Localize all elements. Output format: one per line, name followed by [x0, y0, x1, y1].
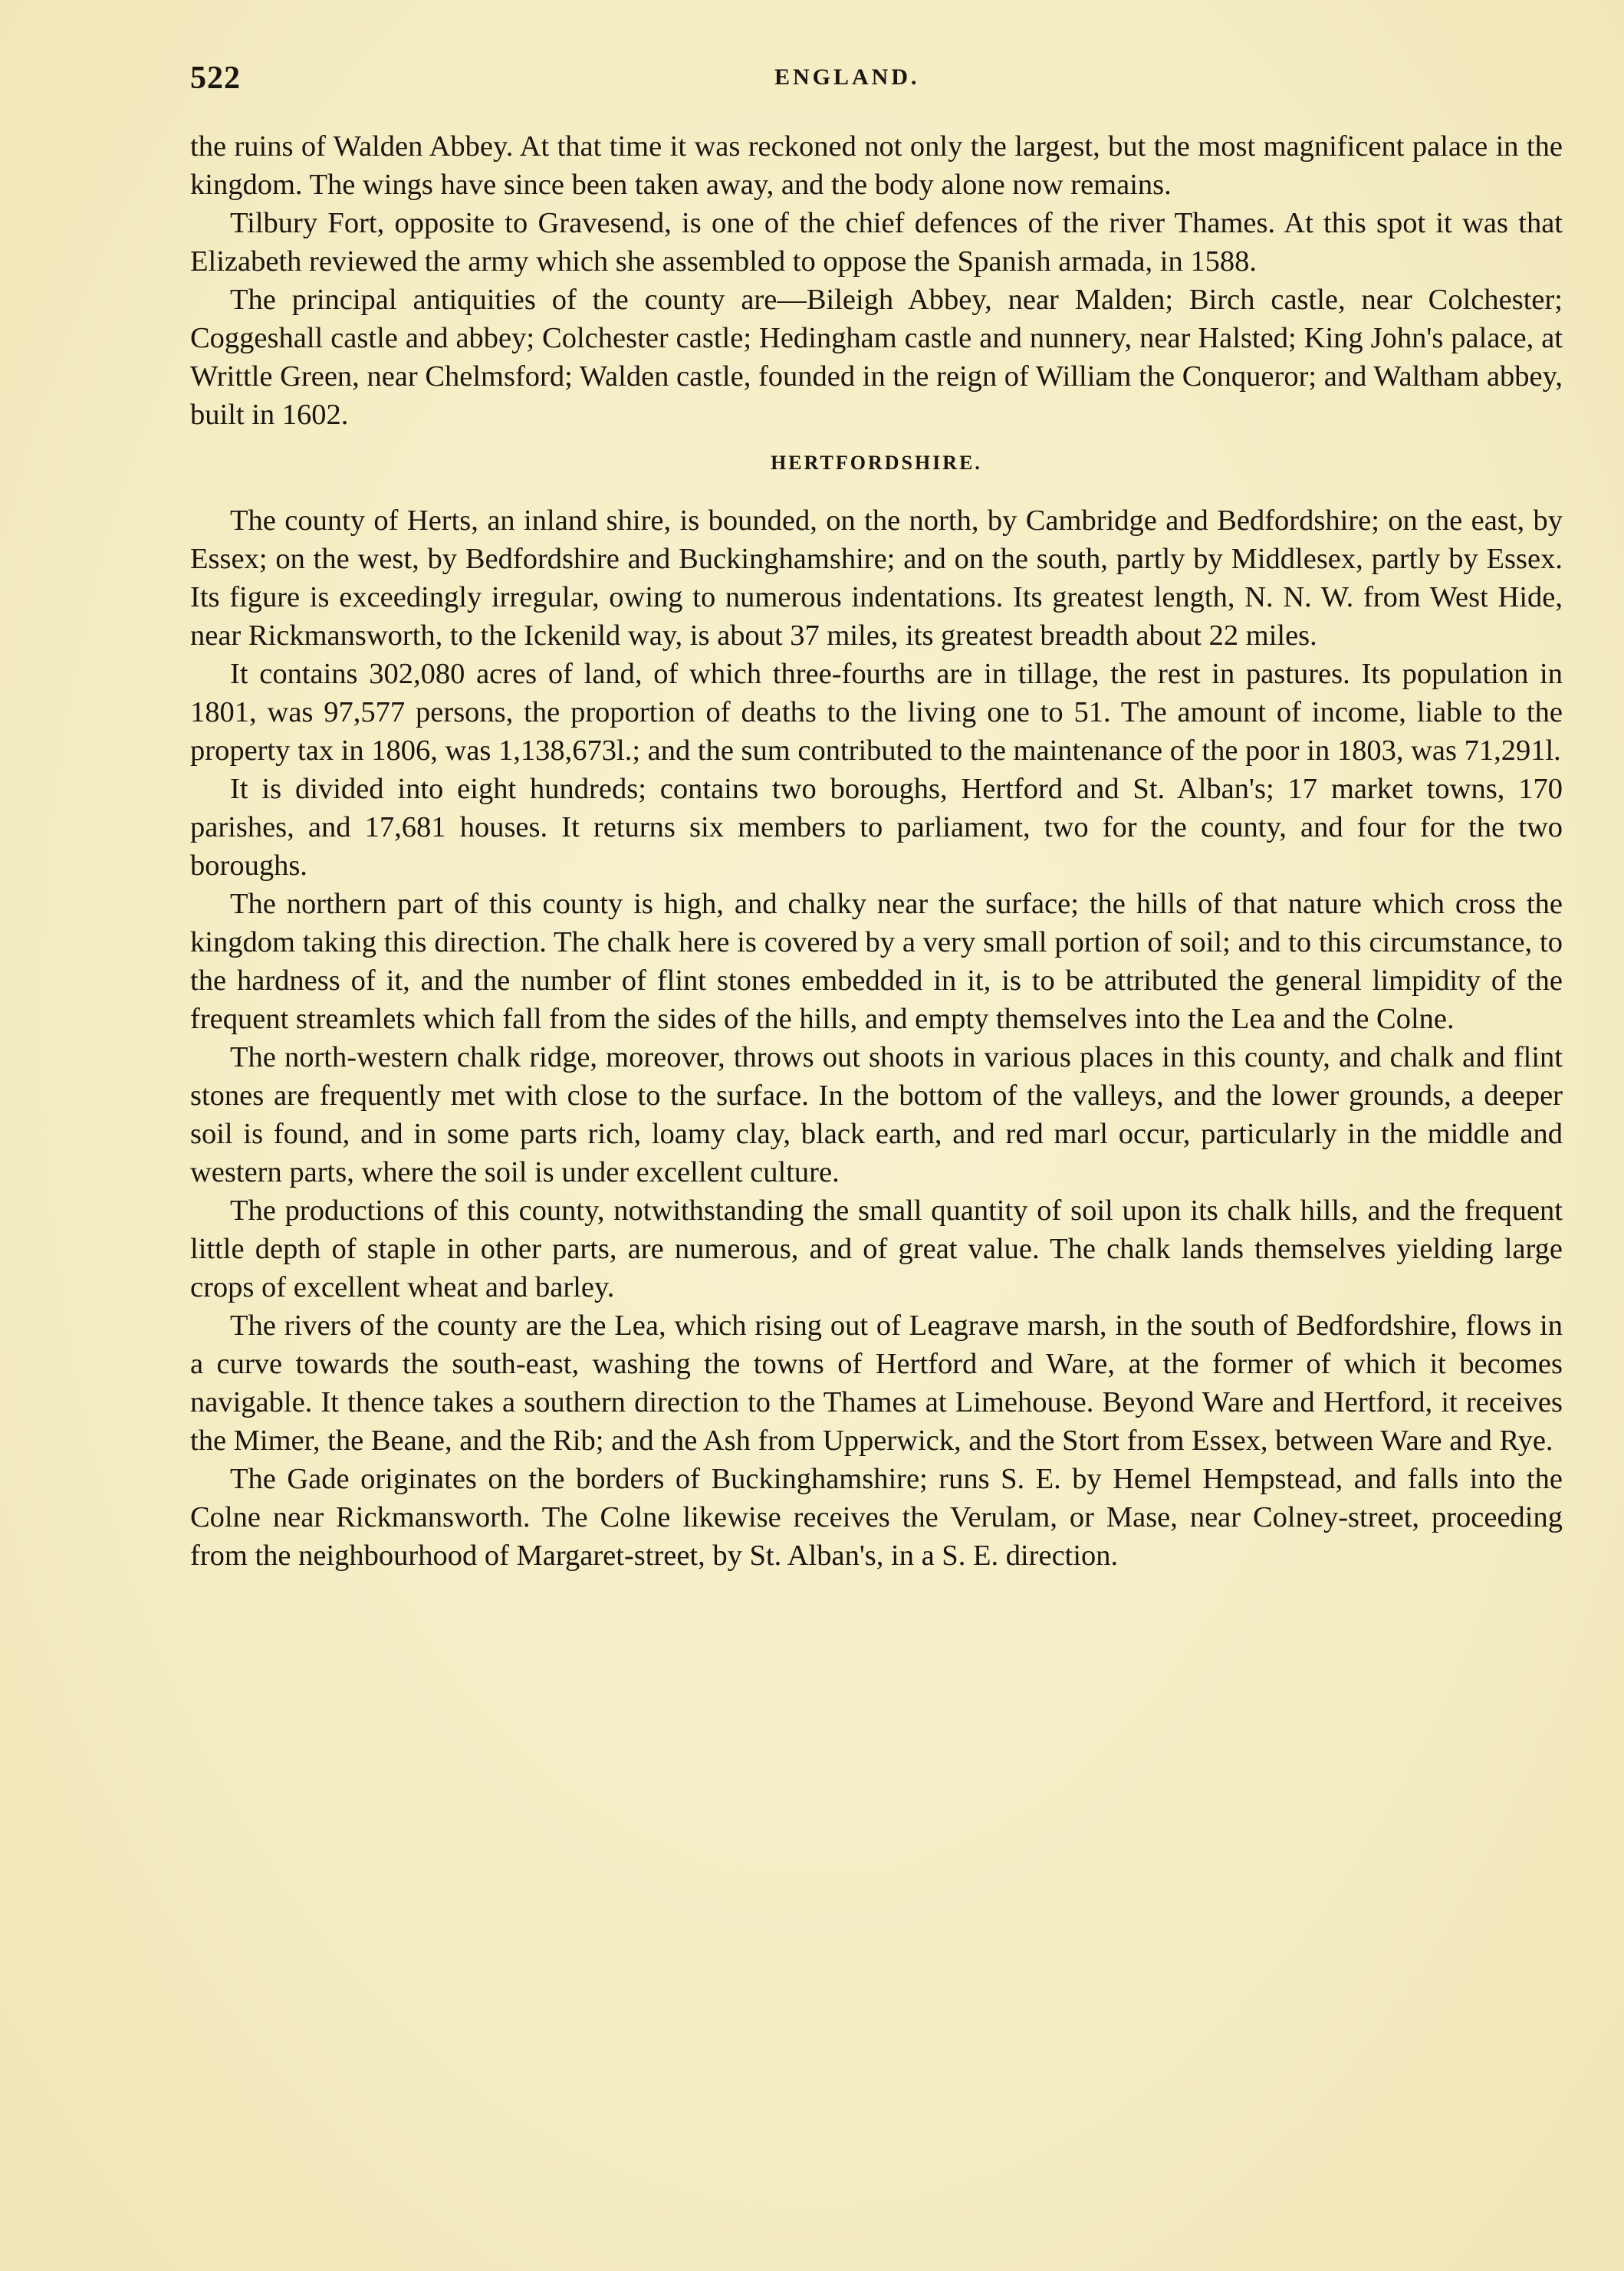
- paragraph-herts-gade-colne: The Gade originates on the borders of Buckinghamshire; runs S. E. by Hemel Hempstead, and falls into the Colne near Rickmansworth. The Colne likewise receives the Verulam, or Mase, near Colney-street, proceeding from the neighbourhood of Margaret-street, by St. Alban's, in a S. E. direction.: [190, 1463, 1563, 1572]
- paragraph-herts-land-population: It contains 302,080 acres of land, of which three-fourths are in tillage, the rest in pastures. Its population in 1801, was 97,577 persons, the proportion of deaths to the living one to 51. The amount of income, liable to the property tax in 1806, was 1,138,673l.; and the sum contributed to the maintenance of the poor in 1803, was 71,291l.: [190, 658, 1563, 767]
- page-header: [190, 60, 1563, 106]
- paragraph-herts-chalk: The northern part of this county is high, and chalky near the surface; the hills of that nature which cross the kingdom taking this direction. The chalk here is covered by a very small portion of soil; and to this circumstance, to the hardness of it, and the number of flint stones embedded in it, is to be attributed the general limpidity of the frequent streamlets which fall from the sides of the hills, and empty themselves into the Lea and the Colne.: [190, 888, 1563, 1035]
- paragraph-essex-antiquities: The principal antiquities of the county are—Bileigh Abbey, near Malden; Birch castle, near Colchester; Coggeshall castle and abbey; Colchester castle; Hedingham castle and nunnery, near Halsted; King John's palace, at Writtle Green, near Chelmsford; Walden castle, founded in the reign of William the Conqueror; and Waltham abbey, built in 1602.: [190, 284, 1563, 431]
- paragraph-herts-chalk-ridge: The north-western chalk ridge, moreover, throws out shoots in various places in this county, and chalk and flint stones are frequently met with close to the surface. In the bottom of the valleys, and the lower grounds, a deeper soil is found, and in some parts rich, loamy clay, black earth, and red marl occur, particularly in the middle and western parts, where the soil is under excellent culture.: [190, 1041, 1563, 1188]
- paragraph-herts-divisions: It is divided into eight hundreds; contains two boroughs, Hertford and St. Alban's; 17 market towns, 170 parishes, and 17,681 houses. It returns six members to parliament, two for the county, and four for the two boroughs.: [190, 773, 1563, 882]
- running-head: ENGLAND.: [774, 64, 920, 90]
- paragraph-tilbury-fort: Tilbury Fort, opposite to Gravesend, is one of the chief defences of the river Thames. At this spot it was that Elizabeth reviewed the army which she assembled to oppose the Spanish armada, in 1588.: [190, 207, 1563, 278]
- section-heading-hertfordshire: HERTFORDSHIRE.: [771, 452, 982, 474]
- paragraph-herts-productions: The productions of this county, notwithstanding the small quantity of soil upon its chalk hills, and the frequent little depth of staple in other parts, are numerous, and of great value. The chalk lands themselves yielding large crops of excellent wheat and barley.: [190, 1195, 1563, 1303]
- paragraph-herts-boundaries: The county of Herts, an inland shire, is bounded, on the north, by Cambridge and Bedfordshire; on the east, by Essex; on the west, by Bedfordshire and Buckinghamshire; and on the south, partly by Middlesex, partly by Essex. Its figure is exceedingly irregular, owing to numerous indentations. Its greatest length, N. N. W. from West Hide, near Rickmansworth, to the Ickenild way, is about 37 miles, its greatest breadth about 22 miles.: [190, 504, 1563, 652]
- paragraph-walden-abbey: the ruins of Walden Abbey. At that time it was reckoned not only the largest, but the most magnificent palace in the kingdom. The wings have since been taken away, and the body alone now remains.: [190, 130, 1563, 201]
- body-text: [190, 127, 1563, 1575]
- page-number: 522: [190, 61, 241, 96]
- paragraph-herts-rivers: The rivers of the county are the Lea, which rising out of Leagrave marsh, in the south of Bedfordshire, flows in a curve towards the south-east, washing the towns of Hertford and Ware, at the former of which it becomes navigable. It thence takes a southern direction to the Thames at Limehouse. Beyond Ware and Hertford, it receives the Mimer, the Beane, and the Rib; and the Ash from Upperwick, and the Stort from Essex, between Ware and Rye.: [190, 1310, 1563, 1457]
